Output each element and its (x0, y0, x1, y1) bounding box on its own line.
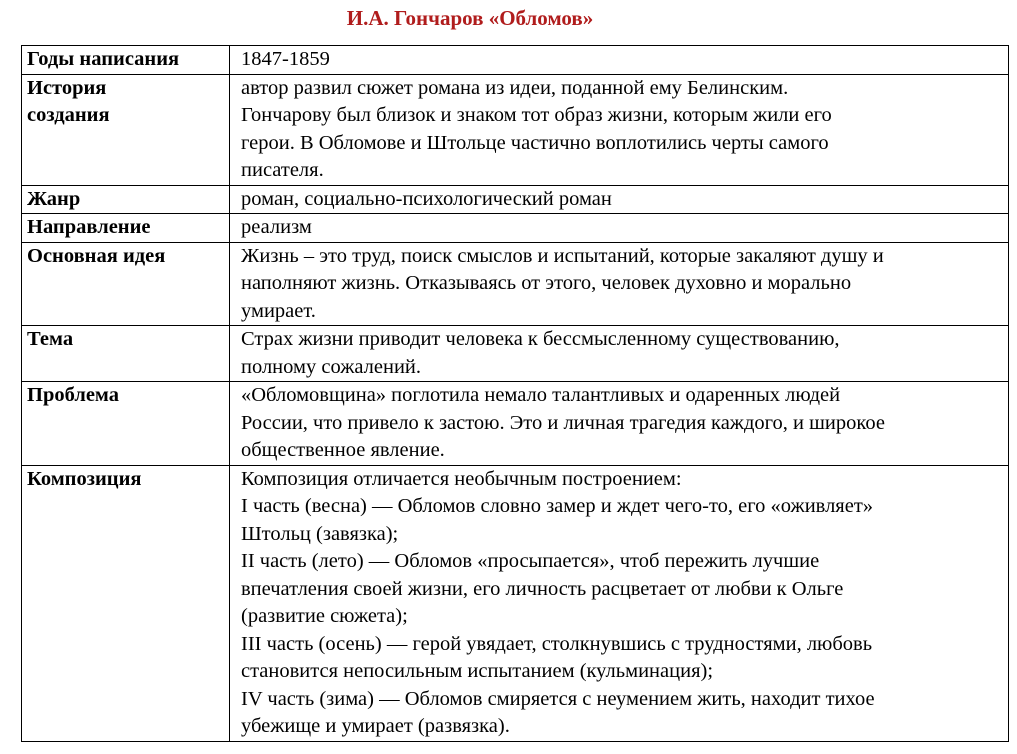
row-value-line: I часть (весна) — Обломов словно замер и ждет чего-то, его «оживляет» (241, 495, 874, 517)
row-value-line: 1847-1859 (241, 48, 330, 70)
row-label (22, 382, 230, 466)
row-value (230, 46, 1009, 75)
row-label (22, 214, 230, 243)
row-value-line: становится непосильным испытанием (кульминация); (241, 660, 714, 682)
row-value (230, 465, 1009, 741)
row-value (230, 185, 1009, 214)
row-value-line: наполняют жизнь. Отказываясь от этого, человек духовно и морально (241, 272, 852, 294)
row-value-line: полному сожалений. (241, 355, 422, 378)
row-value-line: Страх жизни приводит человека к бессмысленному существованию, (241, 328, 840, 350)
row-label (22, 326, 230, 382)
row-value-line: Гончарову был близок и знаком тот образ жизни, которым жили его (241, 104, 832, 126)
page-title: И.А. Гончаров «Обломов» (346, 6, 594, 30)
table-row (22, 465, 1009, 741)
row-value-line: умирает. (241, 299, 316, 322)
row-value-line: III часть (осень) — герой увядает, столкнувшись с трудностями, любовь (241, 632, 873, 655)
table-row (22, 185, 1009, 214)
row-value-line: убежище и умирает (развязка). (241, 715, 510, 737)
row-label (22, 185, 230, 214)
row-label-text: создания (27, 104, 110, 126)
row-label-text: Композиция (27, 467, 142, 490)
table-row (22, 46, 1009, 75)
row-label-text: Годы написания (27, 48, 180, 70)
row-value (230, 326, 1009, 382)
row-value-line: писателя. (241, 159, 324, 181)
info-table (21, 45, 1009, 742)
row-label-text: Основная идея (27, 244, 166, 267)
row-label-text: Тема (27, 328, 74, 350)
row-value-line: роман, социально-психологический роман (241, 187, 612, 210)
row-value (230, 382, 1009, 466)
table-row (22, 214, 1009, 243)
row-label-text: Направление (27, 216, 151, 238)
row-label-text: Проблема (27, 384, 120, 406)
row-label-text: Жанр (27, 187, 81, 210)
row-value-line: общественное явление. (241, 439, 445, 461)
row-value-line: впечатления своей жизни, его личность расцветает от любви к Ольге (241, 577, 844, 600)
row-value-line: России, что привело к застою. Это и личная трагедия каждого, и широкое (241, 411, 885, 434)
row-label (22, 46, 230, 75)
row-label (22, 242, 230, 326)
row-value-line: IV часть (зима) — Обломов смиряется с неумением жить, находит тихое (241, 687, 875, 710)
row-value-line: «Обломовщина» поглотила немало талантливых и одаренных людей (241, 384, 841, 406)
row-value-line: Композиция отличается необычным построением: (241, 467, 682, 490)
row-value-line: Штольц (завязка); (241, 522, 399, 545)
row-value-line: Жизнь – это труд, поиск смыслов и испытаний, которые закаляют душу и (241, 244, 884, 267)
row-value-line: герои. В Обломове и Штольце частично воплотились черты самого (241, 131, 829, 154)
table-row (22, 74, 1009, 185)
table-row (22, 326, 1009, 382)
row-value (230, 74, 1009, 185)
row-value-line: II часть (лето) — Обломов «просыпается», чтоб пережить лучшие (241, 550, 820, 572)
table-row (22, 382, 1009, 466)
row-label (22, 465, 230, 741)
row-value (230, 242, 1009, 326)
row-value-line: автор развил сюжет романа из идеи, поданной ему Белинским. (241, 76, 789, 99)
row-value (230, 214, 1009, 243)
row-value-line: (развитие сюжета); (241, 605, 408, 627)
row-label (22, 74, 230, 185)
row-value-line: реализм (241, 216, 312, 238)
row-label-text: История (27, 76, 107, 99)
table-row (22, 242, 1009, 326)
